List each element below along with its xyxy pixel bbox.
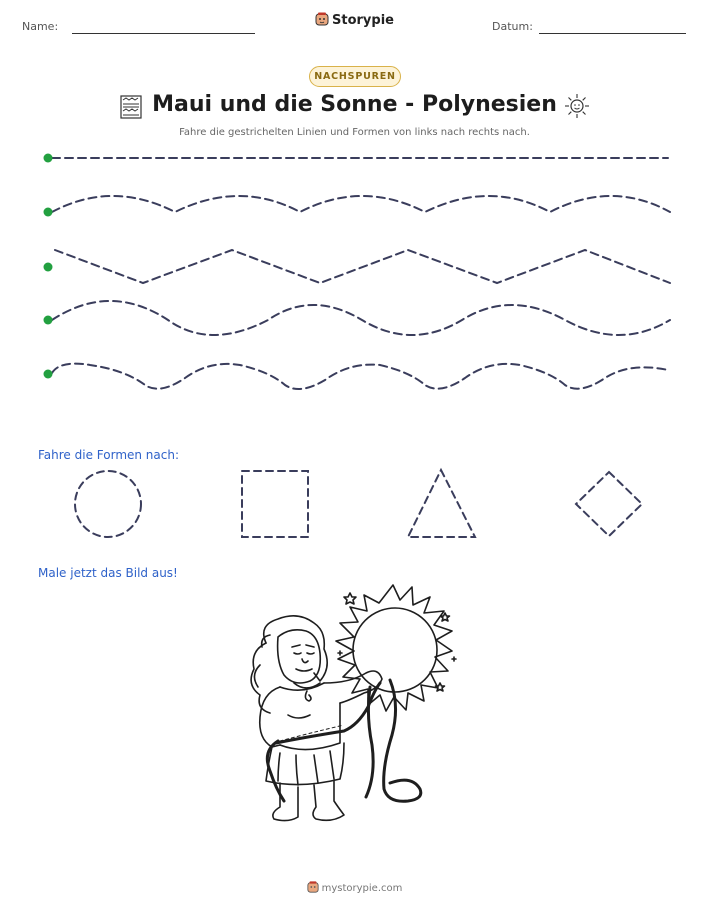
trace-line-zigzag[interactable]: [55, 250, 670, 283]
trace-shape-square[interactable]: [242, 471, 308, 537]
footer-url[interactable]: mystorypie.com: [321, 883, 403, 894]
shapes-section-label: Fahre die Formen nach:: [38, 448, 180, 462]
page-title: Maui und die Sonne - Polynesien: [152, 92, 557, 117]
footer: [0, 881, 709, 894]
name-label: Name:: [22, 20, 59, 33]
trace-line-deep-wave[interactable]: [52, 364, 668, 389]
start-dot: [44, 370, 53, 379]
maui-sun-illustration[interactable]: [240, 575, 470, 825]
instructions: Fahre die gestrichelten Linien und Formen von links nach rechts nach.: [179, 127, 530, 138]
start-dot: [44, 208, 53, 217]
activity-badge: NACHSPUREN: [309, 66, 401, 87]
coloring-section-label: Male jetzt das Bild aus!: [38, 566, 178, 580]
trace-shape-diamond[interactable]: [576, 472, 642, 536]
date-label: Datum:: [492, 20, 533, 33]
trace-shape-circle[interactable]: [75, 471, 141, 537]
start-dot: [44, 154, 53, 163]
trace-line-wave[interactable]: [52, 301, 670, 335]
start-dot: [44, 263, 53, 272]
storypie-logo-icon: [307, 881, 319, 893]
trace-shape-triangle[interactable]: [408, 470, 475, 537]
start-dot: [44, 316, 53, 325]
trace-line-gentle-wave[interactable]: [52, 196, 670, 212]
brand-name: Storypie: [332, 13, 394, 28]
